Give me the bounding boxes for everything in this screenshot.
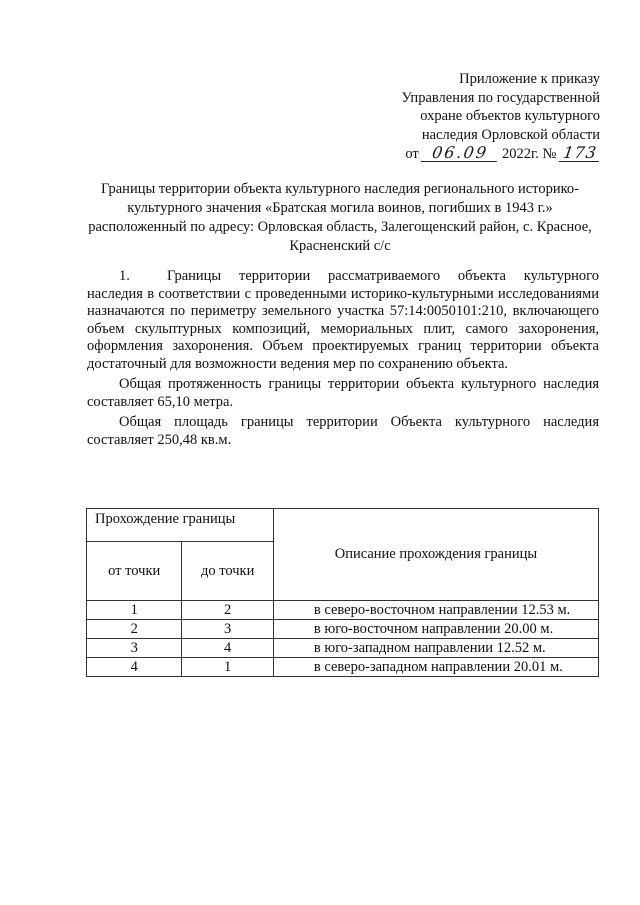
boundary-table — [86, 508, 599, 677]
paragraph-1 — [87, 268, 599, 373]
order-prefix: от — [405, 146, 419, 162]
table-row — [87, 639, 599, 658]
order-line — [401, 145, 600, 164]
order-year: 2022г. № — [501, 146, 557, 162]
title-line: расположенный по адресу: Орловская область, Залегощенский район, с. Красное, — [88, 219, 592, 235]
cell-description: в юго-западном направлении 12.52 м. — [273, 639, 598, 658]
cell-from: 3 — [87, 639, 182, 658]
order-number-handwritten: 173 — [559, 145, 601, 162]
document-title — [80, 180, 600, 256]
paragraph-number: 1. — [119, 268, 130, 284]
table-header-description: Описание прохождения границы — [273, 509, 598, 601]
cell-description: в юго-восточном направлении 20.00 м. — [273, 620, 598, 639]
table-header-from: от точки — [87, 542, 182, 601]
appendix-line: Управления по государственной — [401, 89, 600, 106]
title-line: Границы территории объекта культурного наследия регионального историко- — [101, 181, 579, 197]
cell-to: 1 — [182, 658, 274, 677]
cell-from: 2 — [87, 620, 182, 639]
body-text — [87, 268, 599, 452]
table-header-to: до точки — [182, 542, 274, 601]
paragraph-2: Общая протяженность границы территории объекта культурного наследия составляет 65,10 метра. — [87, 376, 599, 410]
table-row — [87, 601, 599, 620]
appendix-block — [401, 70, 600, 164]
appendix-line: охране объектов культурного — [420, 108, 600, 124]
appendix-line: наследия Орловской области — [421, 126, 600, 143]
table-header-group: Прохождение границы — [87, 509, 274, 542]
table-row — [87, 620, 599, 639]
cell-to: 2 — [182, 601, 274, 620]
title-line: Красненский с/с — [289, 238, 391, 254]
cell-description: в северо-восточном направлении 12.53 м. — [273, 601, 598, 620]
paragraph-3: Общая площадь границы территории Объекта культурного наследия составляет 250,48 кв.м. — [87, 414, 599, 448]
paragraph-1-text: Границы территории рассматриваемого объекта культурного наследия в соответствии с проведенными историко-культурными исследованиями назначаются по периметру земельного участка 57:14:0050101:210, включающего объем скульптурных композиций, мемориальных плит, самого захоронения, оформления захоронения. Объем проектируемых границ территории объекта достаточный для возможности ведения мер по сохранению объекта. — [87, 268, 599, 372]
cell-description: в северо-западном направлении 20.01 м. — [273, 658, 598, 677]
title-line: культурного значения «Братская могила воинов, погибших в 1943 г.» — [127, 200, 553, 216]
table-row — [87, 658, 599, 677]
order-date-handwritten: 06.09 — [421, 145, 499, 162]
appendix-line: Приложение к приказу — [459, 71, 600, 87]
cell-to: 4 — [182, 639, 274, 658]
cell-from: 4 — [87, 658, 182, 677]
cell-to: 3 — [182, 620, 274, 639]
cell-from: 1 — [87, 601, 182, 620]
